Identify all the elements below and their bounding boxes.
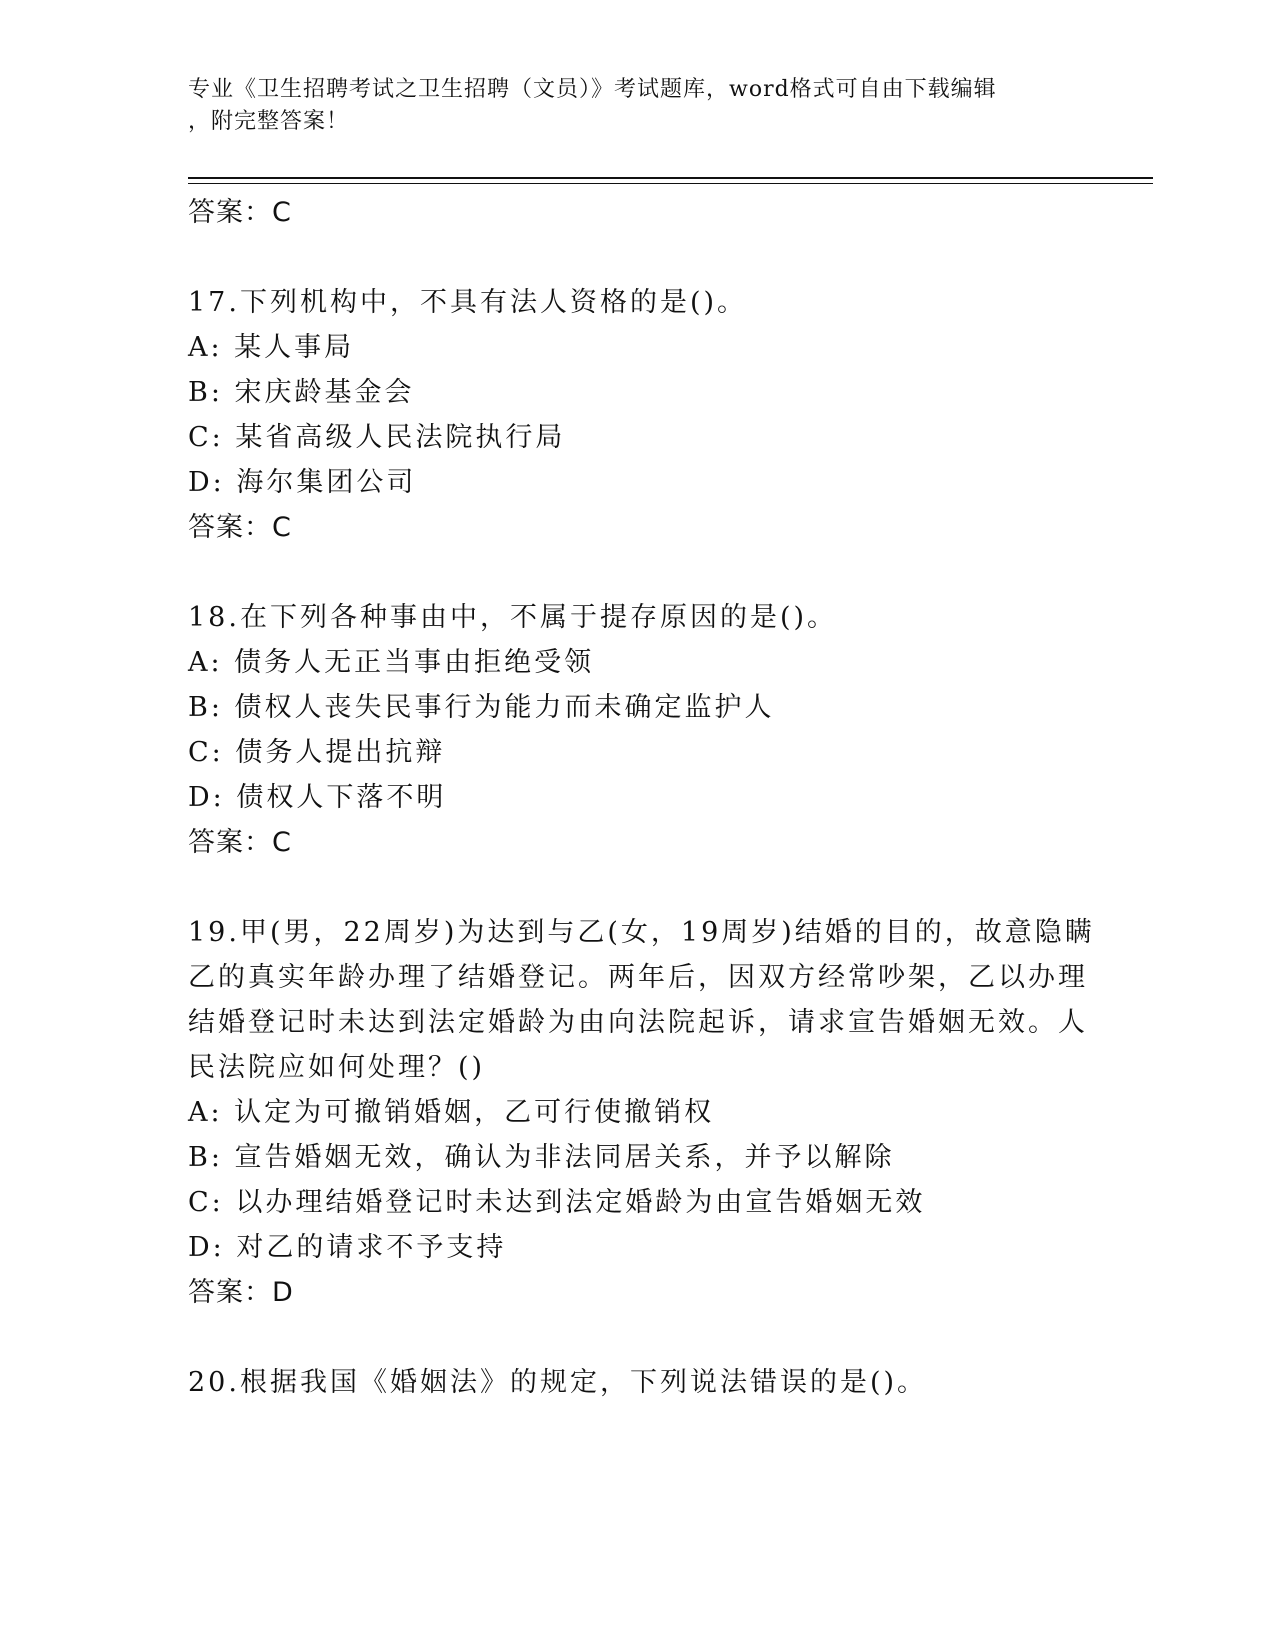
option-b: B: 宣告婚姻无效，确认为非法同居关系，并予以解除	[188, 1142, 895, 1173]
answer: 答案：D	[188, 1277, 294, 1308]
answer-16: 答案：C	[188, 197, 292, 228]
question-stem-line-4: 民法院应如何处理？()	[188, 1052, 486, 1083]
question-stem: 18.在下列各种事由中，不属于提存原因的是()。	[188, 602, 838, 633]
question-stem: 17.下列机构中，不具有法人资格的是()。	[188, 287, 748, 318]
option-a: A: 某人事局	[188, 332, 355, 363]
question-18	[188, 595, 1068, 865]
header-line-1: 专业《卫生招聘考试之卫生招聘（文员）》考试题库，word格式可自由下载编辑	[188, 77, 997, 102]
option-c: C: 债务人提出抗辩	[188, 737, 446, 768]
question-stem-line-1: 19.甲(男，22周岁)为达到与乙(女，19周岁)结婚的目的，故意隐瞒	[188, 917, 1095, 948]
header-line-2: ，附完整答案！	[188, 109, 350, 134]
question-20	[188, 1360, 1068, 1405]
question-stem: 20.根据我国《婚姻法》的规定，下列说法错误的是()。	[188, 1367, 928, 1398]
question-19	[188, 910, 1095, 1315]
question-17	[188, 280, 1068, 550]
option-a: A: 债务人无正当事由拒绝受领	[188, 647, 595, 678]
option-d: D: 对乙的请求不予支持	[188, 1232, 507, 1263]
option-b: B: 宋庆龄基金会	[188, 377, 415, 408]
option-d: D: 海尔集团公司	[188, 467, 417, 498]
header-divider-thick	[188, 177, 1153, 179]
option-b: B: 债权人丧失民事行为能力而未确定监护人	[188, 692, 775, 723]
question-list	[188, 190, 1095, 1405]
option-c: C: 某省高级人民法院执行局	[188, 422, 566, 453]
question-stem-line-3: 结婚登记时未达到法定婚龄为由向法院起诉，请求宣告婚姻无效。人	[188, 1007, 1088, 1038]
header-divider-thin	[188, 183, 1153, 184]
option-a: A: 认定为可撤销婚姻，乙可行使撤销权	[188, 1097, 715, 1128]
question-stem-line-2: 乙的真实年龄办理了结婚登记。两年后，因双方经常吵架，乙以办理	[188, 962, 1088, 993]
answer: 答案：C	[188, 512, 292, 543]
answer: 答案：C	[188, 827, 292, 858]
option-c: C: 以办理结婚登记时未达到法定婚龄为由宣告婚姻无效	[188, 1187, 926, 1218]
document-header	[188, 74, 1068, 138]
option-d: D: 债权人下落不明	[188, 782, 447, 813]
